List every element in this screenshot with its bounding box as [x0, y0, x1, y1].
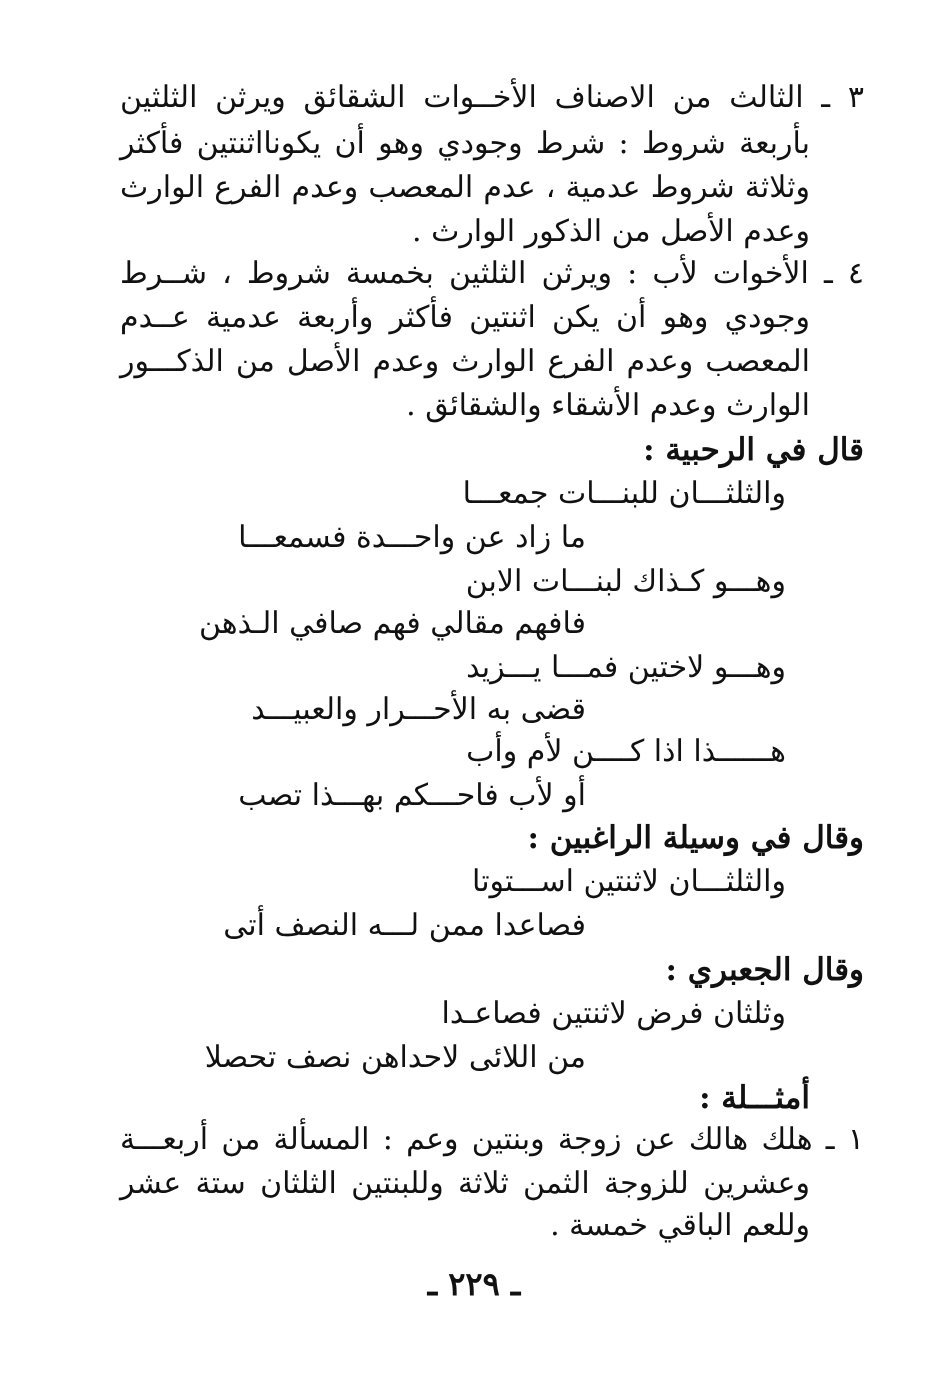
paragraph-3-line-4: وعدم الأصل من الذكور الوارث .: [412, 214, 810, 249]
rahbiyya-verse-2: ما زاد عن واحـــدة فسمعـــا: [238, 520, 586, 555]
example-1-line-3: وللعم الباقي خمسة .: [550, 1208, 810, 1243]
heading-jabari: وقال الجعبري :: [665, 952, 864, 988]
paragraph-4-line-3: المعصب وعدم الفرع الوارث وعدم الأصل من الذكـــور: [120, 344, 810, 379]
example-1-line-1: ١ ـ هلك هالك عن زوجة وبنتين وعم : المسألة من أربعـــة: [120, 1122, 864, 1157]
rahbiyya-verse-1: والثلثـــان للبنـــات جمعـــا: [462, 476, 786, 511]
wasila-verse-1: والثلثـــان لاثنتين اســـتوتا: [472, 864, 786, 899]
example-1-line-2: وعشرين للزوجة الثمن ثلاثة وللبنتين الثلثان ستة عشر: [120, 1166, 810, 1201]
heading-wasila: وقال في وسيلة الراغبين :: [527, 820, 864, 856]
paragraph-4-line-2: وجودي وهو أن يكن اثنتين فأكثر وأربعة عدمية عــدم: [120, 300, 810, 335]
rahbiyya-verse-6: قضى به الأحـــرار والعبيـــد: [251, 692, 586, 727]
paragraph-4-line-1: ٤ ـ الأخوات لأب : ويرثن الثلثين بخمسة شروط ، شــرط: [120, 256, 864, 291]
paragraph-3-line-3: وثلاثة شروط عدمية ، عدم المعصب وعدم الفرع الوارث: [120, 170, 810, 205]
rahbiyya-verse-3: وهـــو كـذاك لبنـــات الابن: [465, 564, 786, 599]
jabari-verse-1: وثلثان فرض لاثنتين فصاعـدا: [441, 996, 786, 1031]
paragraph-3-line-2: بأربعة شروط : شرط وجودي وهو أن يكونااثنتين فأكثر: [120, 126, 810, 161]
paragraph-4-line-4: الوارث وعدم الأشقاء والشقائق .: [406, 388, 810, 423]
rahbiyya-verse-5: وهـــو لاختين فمـــا يـــزيد: [466, 650, 786, 685]
wasila-verse-2: فصاعدا ممن لـــه النصف أتى: [223, 908, 586, 943]
heading-examples: أمثـــلة :: [699, 1080, 810, 1116]
rahbiyya-verse-7: هــــــذا اذا كــــن لأم وأب: [466, 734, 786, 769]
jabari-verse-2: من اللائى لاحداهن نصف تحصلا: [204, 1040, 586, 1075]
rahbiyya-verse-4: فافهم مقالي فهم صافي الـذهن: [198, 606, 586, 641]
page-number: ـ ٢٢٩ ـ: [427, 1265, 521, 1303]
paragraph-3-line-1: ٣ ـ الثالث من الاصناف الأخــوات الشقائق ويرثن الثلثين: [120, 80, 864, 115]
rahbiyya-verse-8: أو لأب فاحـــكم بهـــذا تصب: [238, 778, 586, 813]
heading-rahbiyya: قال في الرحبية :: [643, 432, 864, 468]
